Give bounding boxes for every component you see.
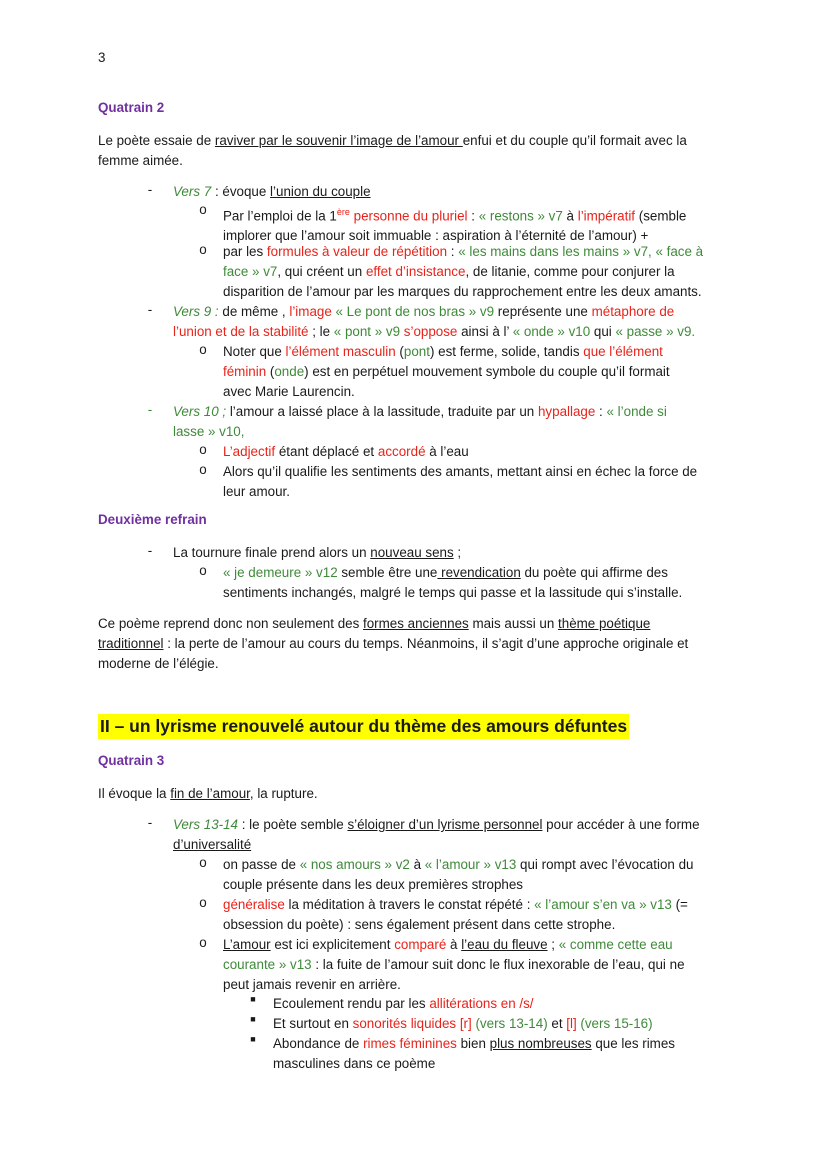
quote-green: (vers 13-14)	[471, 1016, 548, 1031]
text: de même ,	[218, 304, 290, 319]
text: par les	[223, 244, 267, 259]
text-red: l’image	[289, 304, 332, 319]
text: l’amour a laissé place à la lassitude, traduite par un	[226, 404, 538, 419]
quote-green: « comme cette eau	[558, 937, 673, 952]
superscript: ère	[336, 207, 350, 217]
text: du poète qui affirme des	[520, 565, 668, 580]
text: masculines dans ce poème	[273, 1056, 436, 1071]
text: obsession du poète) : sens également présent dans cette strophe.	[223, 917, 616, 932]
dash-bullet: -	[147, 182, 153, 197]
quote-green: lasse » v10,	[173, 424, 245, 439]
quote-green: courante » v13	[223, 957, 312, 972]
text: (=	[671, 897, 688, 912]
text: ; le	[308, 324, 334, 339]
text-red: rimes féminines	[363, 1036, 457, 1051]
text: Par l’emploi de la 1	[223, 208, 337, 224]
text-red: formules à valeur de répétition	[266, 244, 448, 259]
text: : le poète semble	[238, 817, 348, 832]
tertiary-bullet-3	[273, 1034, 675, 1074]
quote-green: onde	[274, 364, 305, 379]
quatrain2-intro	[98, 131, 687, 171]
quatrain3-intro	[98, 784, 318, 804]
quote-green: « l’amour » v13	[424, 857, 517, 872]
sub-bullet-4	[223, 442, 469, 462]
quote-green: (vers 15-16)	[576, 1016, 653, 1031]
text-red: [l]	[566, 1016, 577, 1031]
text-red: féminin	[223, 364, 267, 379]
text: : la fuite de l’amour suit donc le flux inexorable de l’eau, qui ne	[311, 957, 685, 972]
sub-bullet-generalise	[223, 895, 688, 935]
heading-deuxieme-refrain: Deuxième refrain	[98, 512, 207, 527]
text: Il évoque la	[98, 786, 171, 801]
text: ainsi à l’	[457, 324, 513, 339]
text: sentiments inchangés, malgré le temps qui passe et la lassitude qui s’installe.	[223, 585, 683, 600]
text-red: l’union et de la stabilité	[173, 324, 309, 339]
quote-green: « Le pont de nos bras » v9	[331, 304, 495, 319]
bullet-vers-9	[173, 302, 695, 342]
quote-green: « l’onde si	[606, 404, 667, 419]
text-red: sonorités liquides [r]	[352, 1016, 472, 1031]
text-red: effet d’insistance	[365, 264, 466, 279]
text: étant déplacé et	[275, 444, 378, 459]
text-underlined: raviver par le souvenir l’image de l’amour	[214, 133, 463, 148]
text: que les rimes	[591, 1036, 675, 1051]
section-title-2: II – un lyrisme renouvelé autour du thème des amours défuntes	[98, 714, 629, 739]
text: disparition de l’amour par les marques du rapprochement entre les deux amants.	[223, 284, 702, 299]
text: semble être une	[337, 565, 438, 580]
quote-green: pont	[403, 344, 430, 359]
text: ;	[547, 937, 559, 952]
text: , la rupture.	[249, 786, 318, 801]
dash-bullet: -	[147, 543, 153, 558]
text: : la perte de l’amour au cours du temps. Néanmoins, il s’agit d’une approche originale et	[163, 636, 689, 651]
text-red: l’impératif	[577, 208, 636, 224]
sub-bullet-1	[223, 202, 686, 246]
circle-bullet-icon: o	[199, 462, 207, 477]
text-red: l’élément masculin	[285, 344, 396, 359]
text-red: hypallage	[537, 404, 596, 419]
sub-bullet-nos-amours	[223, 855, 693, 895]
text: à	[409, 857, 425, 872]
text-underlined: fin de l’amour	[170, 786, 250, 801]
text: Ce poème reprend donc non seulement des	[98, 616, 364, 631]
text: mais aussi un	[468, 616, 559, 631]
sub-bullet-je-demeure	[223, 563, 682, 603]
quote-green: face » v7	[223, 264, 278, 279]
text: (	[266, 364, 275, 379]
quote-green: « l’amour s’en va » v13	[534, 897, 672, 912]
text: (semble	[635, 208, 687, 224]
text: : évoque	[211, 184, 271, 199]
quote-green: « onde » v10	[512, 324, 591, 339]
square-bullet-icon: ■	[250, 994, 256, 1004]
text: :	[447, 244, 459, 259]
text: La tournure finale prend alors un	[173, 545, 371, 560]
bullet-tournure	[173, 543, 461, 563]
text: à l’eau	[425, 444, 469, 459]
text: pour accéder à une forme	[542, 817, 700, 832]
text-underlined: thème poétique	[558, 616, 651, 631]
quote-green: « les mains dans les mains » v7, « face à	[458, 244, 704, 259]
text-underlined: plus nombreuses	[489, 1036, 592, 1051]
text: la méditation à travers le constat répété :	[284, 897, 535, 912]
text: couple présente dans les deux premières strophes	[223, 877, 523, 892]
text: , de litanie, comme pour conjurer la	[465, 264, 675, 279]
dash-bullet: -	[147, 402, 153, 417]
tertiary-bullet-2	[273, 1014, 653, 1034]
text: bien	[456, 1036, 490, 1051]
verse-label: Vers 10 ;	[173, 404, 227, 419]
text: représente une	[494, 304, 592, 319]
text: Et surtout en	[273, 1016, 353, 1031]
text-red: personne du pluriel	[349, 208, 468, 224]
circle-bullet-icon: o	[199, 563, 207, 578]
text-red: accordé	[377, 444, 426, 459]
square-bullet-icon: ■	[250, 1014, 256, 1024]
text: est ici explicitement	[270, 937, 395, 952]
quote-green: « pont » v9	[333, 324, 401, 339]
quote-green: « nos amours » v2	[299, 857, 410, 872]
text-underlined: l’eau du fleuve	[461, 937, 548, 952]
text-underlined: formes anciennes	[363, 616, 469, 631]
page-number: 3	[98, 50, 106, 65]
text: peut jamais revenir en arrière.	[223, 977, 401, 992]
circle-bullet-icon: o	[199, 855, 207, 870]
text-underlined: l’union du couple	[270, 184, 371, 199]
bullet-vers-13-14	[173, 815, 700, 855]
circle-bullet-icon: o	[199, 442, 207, 457]
circle-bullet-icon: o	[199, 242, 207, 257]
dash-bullet: -	[147, 815, 153, 830]
text: Alors qu’il qualifie les sentiments des amants, mettant ainsi en échec la force de	[223, 464, 698, 479]
text-red: s’oppose	[400, 324, 458, 339]
bullet-vers-7	[173, 182, 371, 202]
text: Noter que	[223, 344, 286, 359]
circle-bullet-icon: o	[199, 202, 207, 217]
dash-bullet: -	[147, 302, 153, 317]
text: ;	[453, 545, 462, 560]
bullet-vers-10	[173, 402, 667, 442]
text: :	[467, 208, 479, 224]
verse-label: Vers 9 :	[173, 304, 219, 319]
circle-bullet-icon: o	[199, 342, 207, 357]
text: qui	[590, 324, 616, 339]
text: ) est en perpétuel mouvement symbole du couple qu’il formait	[304, 364, 670, 379]
text: leur amour.	[223, 484, 290, 499]
verse-label: Vers 7	[173, 184, 212, 199]
text-red: que l’élément	[583, 344, 663, 359]
circle-bullet-icon: o	[199, 895, 207, 910]
text: à	[446, 937, 462, 952]
verse-label: Vers 13-14	[173, 817, 239, 832]
sub-bullet-2	[223, 242, 703, 302]
text-red: L’adjectif	[223, 444, 276, 459]
text-underlined: d’universalité	[173, 837, 252, 852]
text: , qui créent un	[277, 264, 366, 279]
text: (	[395, 344, 404, 359]
text-underlined: L’amour	[223, 937, 271, 952]
text: implorer que l’amour soit immuable : aspiration à l’éternité de l’amour) +	[223, 228, 649, 244]
text: qui rompt avec l’évocation du	[516, 857, 694, 872]
text: on passe de	[223, 857, 300, 872]
text: moderne de l’élégie.	[98, 656, 219, 671]
text-red: généralise	[223, 897, 285, 912]
text-underlined: revendication	[437, 565, 521, 580]
square-bullet-icon: ■	[250, 1034, 256, 1044]
quote-green: « je demeure » v12	[223, 565, 338, 580]
text-underlined: nouveau sens	[370, 545, 454, 560]
sub-bullet-compare	[223, 935, 685, 995]
conclusion-paragraph	[98, 614, 688, 674]
heading-quatrain-3: Quatrain 3	[98, 753, 165, 768]
text: Ecoulement rendu par les	[273, 996, 430, 1011]
sub-bullet-5	[223, 462, 697, 502]
text: à	[562, 208, 578, 224]
text: :	[595, 404, 607, 419]
text-red: comparé	[394, 937, 447, 952]
text: enfui et du couple qu’il formait avec la	[462, 133, 687, 148]
circle-bullet-icon: o	[199, 935, 207, 950]
quote-green: « passe » v9.	[615, 324, 696, 339]
heading-quatrain-2: Quatrain 2	[98, 100, 165, 115]
text: ) est ferme, solide, tandis	[429, 344, 584, 359]
tertiary-bullet-1	[273, 994, 534, 1014]
text: femme aimée.	[98, 153, 183, 168]
quote-green: « restons » v7	[478, 208, 563, 224]
text-underlined: traditionnel	[98, 636, 164, 651]
text-underlined: s’éloigner d’un lyrisme personnel	[347, 817, 543, 832]
text: Le poète essaie de	[98, 133, 215, 148]
sub-bullet-3	[223, 342, 670, 402]
text: avec Marie Laurencin.	[223, 384, 355, 399]
text-red: allitérations en /s/	[429, 996, 534, 1011]
text: Abondance de	[273, 1036, 364, 1051]
text-red: métaphore de	[591, 304, 675, 319]
text: et	[547, 1016, 567, 1031]
